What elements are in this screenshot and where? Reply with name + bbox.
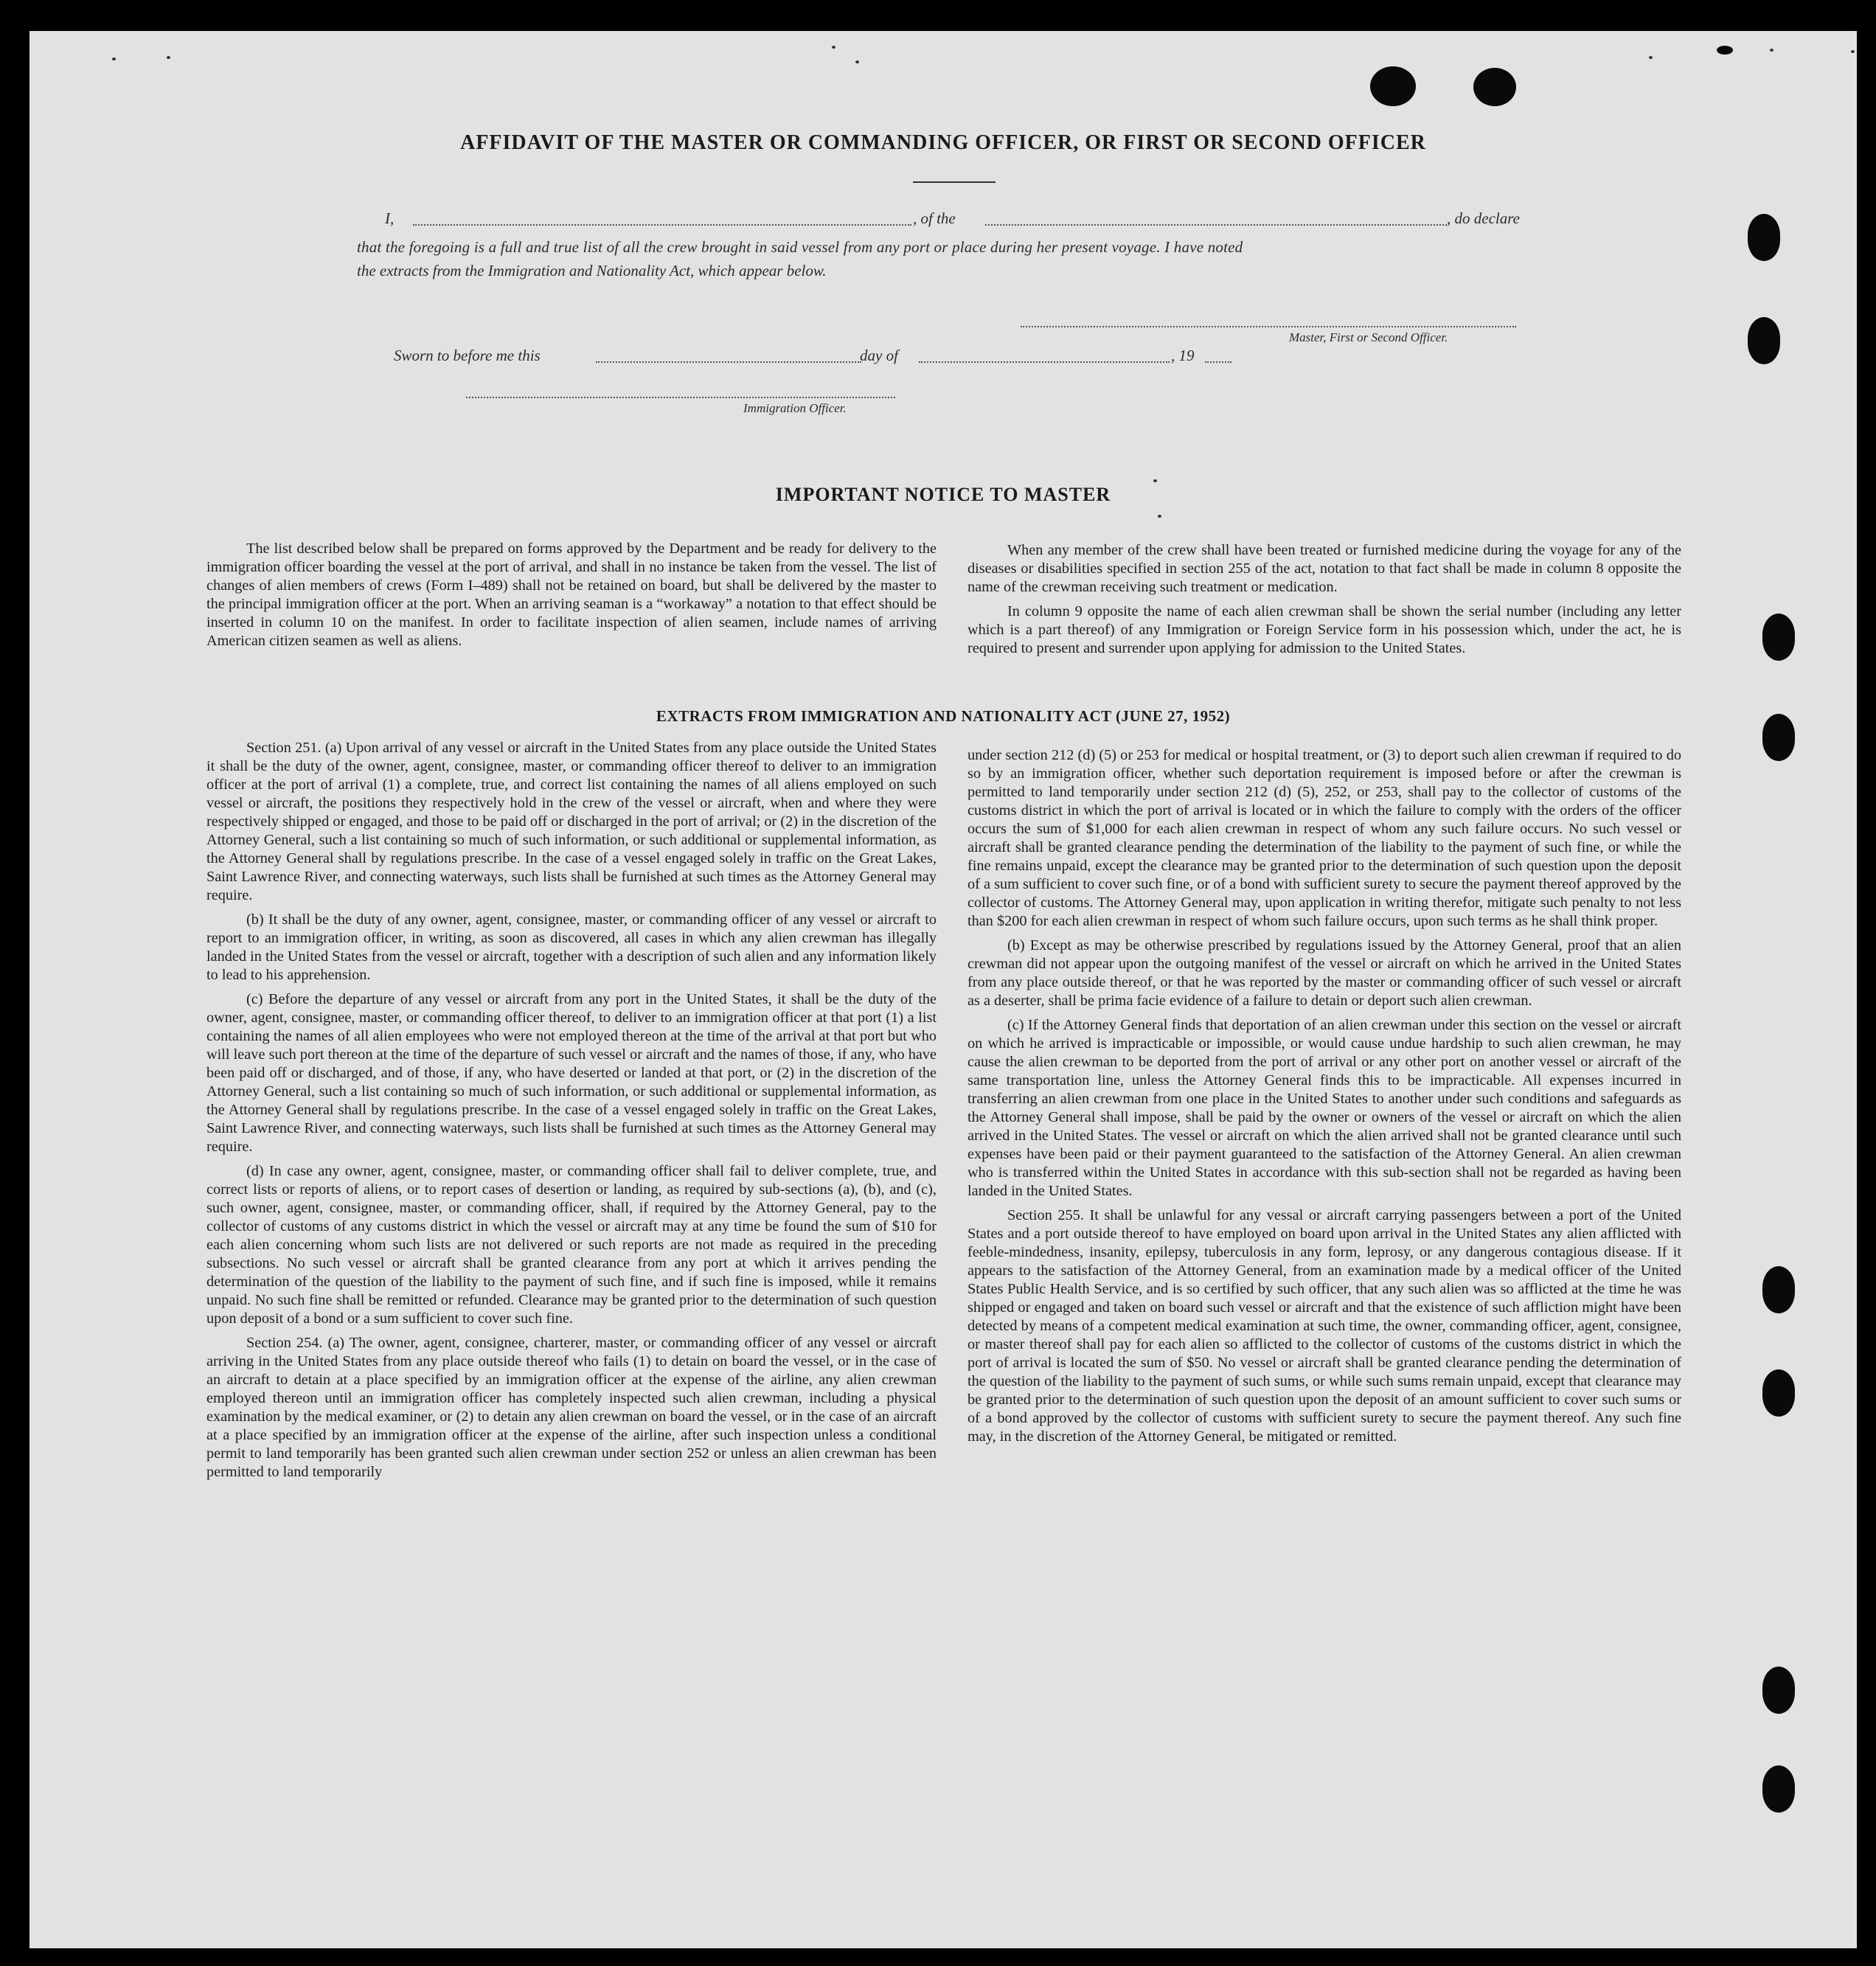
speck [832,46,835,49]
speck [1158,515,1161,518]
notice-title: IMPORTANT NOTICE TO MASTER [775,484,1111,505]
punch-hole [1748,317,1780,364]
statute-paragraph: Section 254. (a) The owner, agent, consignee, charterer, master, or commanding officer of any vessel or aircraft arriving in the United States from any place outside thereof who fails (1) to detain on board the vessel, or in the case of an aircraft to detain at a place specified by an immigration officer at the expense of the airline, any alien crewman employed thereon until an immigration officer has completely inspected such alien crewman, including a physical examination by the medical examiner, or (2) to detain any alien crewman on board the vessel, or in the case of an aircraft at a place specified by an immigration officer at the expense of the airline, after such inspection unless a conditional permit to land temporarily has been granted such alien crewman under section 252 or unless an alien crewman has been permitted to land temporarily [206,1335,937,1480]
statute-paragraph: Section 255. It shall be unlawful for any vessal or aircraft carrying passengers between a port of the United States and a port outside thereof to have employed on board upon arrival in the United States any alien afflicted with feeble-mindedness, insanity, epilepsy, tuberculosis in any form, leprosy, or any dangerous contagious disease. If it appears to the satisfaction of the Attorney General, from an examination made by a medical officer of the United States Public Health Service, and is so certified by such officer, that any such alien was so afflicted at the time he was shipped or engaged and taken on board such vessel or aircraft and that the existence of such affliction might have been detected by means of a competent medical examination at such time, the owner, commanding officer, agent, consignee, or master thereof shall pay for each alien so afflicted to the collector of customs of the customs district in which the port of arrival is located the sum of $50. No vessel or aircraft shall be granted clearance pending the determination of the question of the liability to the payment of such sums, or while such sums remain unpaid, except that clearance may be granted prior to the determination of such question upon the deposit of an amount sufficient to cover such sums or of a bond approved by the collector of customs with sufficient surety to secure the payment thereof. Any such fine may, in the discretion of the Attorney General, be mitigated or remitted. [967,1207,1681,1445]
i-label: I, [385,209,395,227]
extracts-left-column [206,739,937,1482]
speck [1649,56,1653,59]
speck [855,60,859,63]
punch-hole [1762,1266,1795,1313]
extracts-right-column [967,746,1681,1446]
notice-paragraph: In column 9 opposite the name of each alien crewman shall be shown the serial number (including any letter which is a part thereof) of any Immigration or Foreign Service form in his possession which, under the act, he is required to present and surrender upon applying for admission to the United States. [967,603,1681,656]
affidavit-statement-line-1: that the foregoing is a full and true list of all the crew brought in said vessel from any port or place during her present voyage. I have noted [357,238,1243,256]
punch-hole [1762,1765,1795,1813]
notice-left-column [206,540,937,650]
ink-blot [1717,46,1733,55]
affidavit-title: AFFIDAVIT OF THE MASTER OR COMMANDING OFFICER, OR FIRST OR SECOND OFFICER [460,131,1426,154]
speck [167,56,170,59]
statute-paragraph: (c) Before the departure of any vessel or aircraft from any port in the United States, it shall be the duty of the owner, agent, consignee, master, or commanding officer thereof, to deliver to an immigration officer at that port (1) a list containing the names of all alien employees who were not employed thereon at the time of the arrival at that port but who will leave such port thereon at the time of the departure of such vessel or aircraft and the names of those, if any, who have been paid off or discharged, and of those, if any, who have deserted or landed at that port, or (2) in the discretion of the Attorney General, such a list containing so much of such information, or such additional or supplemental information, as the Attorney General shall by regulations prescribe. In the case of a vessel engaged solely in traffic on the Great Lakes, Saint Lawrence River, and connecting waterways, such lists shall be furnished at such times as the Attorney General may require. [206,991,937,1155]
punch-hole [1762,1667,1795,1714]
extracts-title: EXTRACTS FROM IMMIGRATION AND NATIONALITY ACT (JUNE 27, 1952) [656,707,1231,725]
day-of-label: day of [860,347,898,364]
notice-right-column [967,541,1681,658]
notice-paragraph: When any member of the crew shall have been treated or furnished medicine during the voyage for any of the diseases or disabilities specified in section 255 of the act, notation to that fact shall be made in column 8 opposite the name of the crewman receiving such treatment or medication. [967,542,1681,595]
ink-blot [1370,66,1416,106]
statute-paragraph: under section 212 (d) (5) or 253 for medical or hospital treatment, or (3) to deport such alien crewman if required to do so by an immigration officer, whether such deportation requirement is imposed before or after the crewman is permitted to land temporarily under section 212 (d) (5), 252, or 253, shall pay to the collector of customs of the customs district in which the port of arrival is located or in which the failure to comply with the orders of the officer occurs the sum of $1,000 for each alien crewman in respect of whom any such failure occurs. No such vessel or aircraft shall be granted clearance pending the determination of the liability to the payment of such fine, or while the fine remains unpaid, except the clearance may be granted prior to the determination of such question upon the deposit of a sum sufficient to cover such fine, or of a bond with sufficient surety to secure the payment thereof approved by the collector of customs. The Attorney General may, upon application in writing therefor, mitigate such penalty to not less than $200 for each alien crewman in respect of whom such failure occurs, upon such terms as he shall think proper. [967,747,1681,929]
statute-paragraph: (b) Except as may be otherwise prescribed by regulations issued by the Attorney General, proof that an alien crewman did not appear upon the outgoing manifest of the vessel or aircraft on which he arrived in the United States from any place outside thereof, or that he was reported by the master or commanding officer of such vessel or aircraft as a deserter, shall be prima facie evidence of a failure to detain or deport such alien crewman. [967,937,1681,1009]
title-rule [913,181,996,183]
sworn-label: Sworn to before me this [394,347,541,364]
year-label: , 19 [1171,347,1195,364]
speck [1770,49,1773,52]
immigration-officer-label: Immigration Officer. [743,401,847,415]
ink-blot [1473,68,1516,106]
statute-paragraph: (d) In case any owner, agent, consignee, master, or commanding officer shall fail to deliver complete, true, and correct lists or reports of aliens, or to report cases of desertion or landing, as required by sub-sections (a), (b), and (c), such owner, agent, consignee, master, or commanding officer, shall, if required by the Attorney General, pay to the collector of customs of any customs district in which the vessel or aircraft may at any time be found the sum of $10 for each alien concerning whom such lists are not delivered or such reports are not made as required in the preceding subsections. No such vessel or aircraft shall be granted clearance from any port at which it arrives pending the determination of the question of the liability to the payment of such fine, and if such fine is imposed, while it remains unpaid. No such fine shall be remitted or refunded. Clearance may be granted prior to the determination of such question upon deposit of a bond or a sum sufficient to cover such fine. [206,1163,937,1327]
statute-paragraph: Section 251. (a) Upon arrival of any vessel or aircraft in the United States from any place outside the United States it shall be the duty of the owner, agent, consignee, master, or commanding officer thereof to deliver to an immigration officer at the port of arrival (1) a complete, true, and correct list containing the names of all aliens employed on such vessel or aircraft, the positions they respectively hold in the crew of the vessel or aircraft, when and where they were respectively shipped or engaged, and those to be paid off or discharged in the port of arrival; or (2) in the discretion of the Attorney General, such a list containing so much of such information, or such additional or supplemental information, as the Attorney General shall by regulations prescribe. In the case of a vessel engaged solely in traffic on the Great Lakes, Saint Lawrence River, and connecting waterways, such lists shall be furnished at such times as the Attorney General may require. [206,740,937,903]
sworn-day-blank-line [596,361,861,363]
statute-paragraph: (c) If the Attorney General finds that deportation of an alien crewman under this section on the vessel or aircraft on which he arrived is impracticable or impossible, or would cause undue hardship to such alien crewman, he may cause the alien crewman to be deported from the port of arrival or any other port on another vessel or aircraft of the same transportation line, unless the Attorney General finds this to be impracticable. All expenses incurred in transferring an alien crewman from one place in the United States to another under such conditions and safeguards as the Attorney General shall impose, shall be paid by the owner or owners of the vessel or aircraft on which the alien arrived in the United States. The vessel or aircraft on which the alien arrived shall not be granted clearance until such expenses have been paid or their payment guaranteed to the satisfaction of the Attorney General. An alien crewman who is transferred within the United States in accordance with this sub-section shall not be regarded as having been landed in the United States. [967,1017,1681,1199]
punch-hole [1748,214,1780,261]
punch-hole [1762,614,1795,661]
speck [1851,50,1855,53]
speck [1153,479,1157,482]
master-signature-label: Master, First or Second Officer. [1289,330,1448,344]
of-the-label: , of the [913,209,956,227]
master-signature-line [1021,326,1516,327]
notice-paragraph: The list described below shall be prepared on forms approved by the Department and be ready for delivery to the immigration officer boarding the vessel at the port of arrival, and shall in no instance be taken from the vessel. The list of changes of alien members of crews (Form I–489) shall not be retained on board, but shall be delivered by the master to the principal immigration officer at the port. When an arriving seaman is a “workaway” a notation to that effect should be inserted in column 10 on the manifest. In order to facilitate inspection of alien seamen, include names of arriving American citizen seamen as well as aliens. [206,541,937,649]
vessel-blank-line [985,224,1447,226]
do-declare-label: , do declare [1447,209,1520,227]
document-page [29,31,1857,1948]
name-blank-line [413,224,911,226]
sworn-month-blank-line [919,361,1170,363]
sworn-year-blank-line [1205,361,1231,363]
punch-hole [1762,1369,1795,1417]
immigration-officer-signature-line [466,397,895,398]
affidavit-statement-line-2: the extracts from the Immigration and Nationality Act, which appear below. [357,262,827,279]
statute-paragraph: (b) It shall be the duty of any owner, agent, consignee, master, or commanding officer of any vessel or aircraft to report to an immigration officer, in writing, as soon as discovered, all cases in which any alien crewman has illegally landed in the United States from the vessel or aircraft, together with a description of such alien and any information likely to lead to his apprehension. [206,911,937,983]
speck [112,58,116,60]
